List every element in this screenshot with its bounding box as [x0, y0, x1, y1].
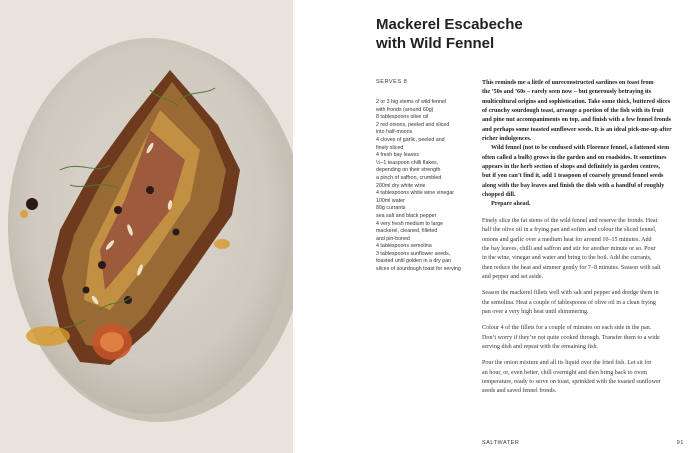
- intro-line: Prepare ahead.: [482, 201, 531, 208]
- method-line: Finely slice the fat stems of the wild fennel and reserve the fronds. Heat: [482, 217, 658, 224]
- ingredient-line: 3 tablespoons sunflower seeds,: [376, 250, 451, 257]
- method-line: serving dish and repeat with the remaining fish.: [482, 343, 599, 350]
- method-step: [482, 289, 684, 317]
- intro-paragraph: [482, 79, 684, 210]
- method-step: [482, 217, 684, 282]
- intro-line: This reminds me a little of unreconstructed sardines on toast from: [482, 80, 654, 86]
- intro-line: appears in the herb section of shops and definitely in garden centres,: [482, 164, 660, 171]
- ingredient-line: finely sliced: [376, 144, 404, 151]
- method-line: pan over a very high heat until shimmering.: [482, 308, 589, 315]
- ingredient-line: 4 cloves of garlic, peeled and: [376, 136, 445, 143]
- ingredient-line: 80g currants: [376, 205, 406, 212]
- method-step: [482, 324, 684, 352]
- intro-line: and pine nut accompaniments on top, and finish with a few fennel fronds: [482, 117, 671, 124]
- recipe-title: [376, 15, 676, 53]
- method-step: [482, 359, 684, 396]
- intro-line: richer indulgences.: [482, 136, 532, 143]
- ingredient-line: 8 tablespoons olive oil: [376, 114, 429, 121]
- food-photo: [0, 0, 293, 453]
- method-line: half the olive oil in a frying pan and soften and colour the sliced fennel,: [482, 227, 657, 234]
- ingredient-line: and pin-boned: [376, 235, 410, 242]
- intro-line: often called a bulb) grows in the garden and on roadsides. It sometimes: [482, 154, 667, 161]
- method-line: an hour, or, even better, chill overnight and then bring back to room: [482, 369, 647, 376]
- section-name: SALTWATER: [482, 440, 520, 446]
- ingredient-line: mackerel, cleaned, filleted: [376, 228, 438, 235]
- ingredient-line: slices of sourdough toast for serving: [376, 266, 461, 273]
- intro-line: chopped dill.: [482, 192, 516, 199]
- intro-line: multicultural origins and sophistication. Take some thick, buttered slices: [482, 98, 671, 105]
- method-line: in the wine, vinegar and water and bring to the boil. Add the currants,: [482, 255, 652, 262]
- method-line: Pour the onion mixture and all its liquid over the fried fish. Let sit for: [482, 360, 652, 367]
- ingredient-line: a pinch of saffron, crumbled: [376, 174, 442, 181]
- method-line: and pepper and set aside.: [482, 273, 544, 280]
- ingredient-line: toasted until golden in a dry pan: [376, 258, 452, 265]
- ingredients-list: [376, 99, 476, 274]
- ingredient-line: 4 tablespoons white wine vinegar: [376, 190, 455, 197]
- intro-line: the ’50s and ’60s – rarely seen now – but generously betraying its: [482, 89, 652, 96]
- page-number: 91: [676, 440, 684, 446]
- ingredient-line: 200ml dry white wine: [376, 182, 426, 189]
- recipe-title-line-2: with Wild Fennel: [376, 35, 495, 52]
- intro-line: of crunchy sourdough toast, arrange a portion of the fish with its fruit: [482, 108, 664, 115]
- recipe-title-line-1: Mackerel Escabeche: [376, 16, 523, 33]
- ingredient-line: with fronds (around 60g): [376, 106, 434, 113]
- page-footer: [482, 440, 684, 446]
- method-line: the semolina. Heat a couple of tablespoons of olive oil in a clean frying: [482, 299, 656, 306]
- ingredient-line: 2 or 3 big stems of wild fennel: [376, 99, 447, 105]
- method-line: onions and garlic over a medium heat for around 10–15 minutes. Add: [482, 236, 652, 243]
- ingredient-line: depending on their strength: [376, 167, 441, 174]
- ingredient-line: ½–1 teaspoon chilli flakes,: [376, 159, 439, 166]
- ingredient-line: 4 tablespoons semolina: [376, 243, 432, 250]
- intro-line: Wild fennel (not to be confused with Florence fennel, a fattened stem: [482, 145, 670, 152]
- method-line: Don’t worry if they’re not quite cooked through. Transfer them to a wide: [482, 334, 660, 341]
- intro-line: and perhaps some toasted sunflower seeds. It is an ideal pick-me-up after: [482, 126, 672, 133]
- method-line: then reduce the heat and simmer gently for 7–8 minutes. Season with salt: [482, 264, 661, 271]
- ingredient-line: 2 red onions, peeled and sliced: [376, 121, 450, 128]
- ingredient-line: into half-moons: [376, 129, 413, 136]
- method-line: temperature, ready to serve on toast, sprinkled with the toasted sunflower: [482, 378, 661, 385]
- serves-label: SERVES 8: [376, 79, 408, 85]
- method-line: the bay leaves, chilli and saffron and stir for another minute or so. Pour: [482, 245, 656, 252]
- ingredient-line: sea salt and black pepper: [376, 212, 437, 219]
- ingredient-line: 4 very fresh medium to large: [376, 220, 444, 227]
- ingredient-line: 100ml water: [376, 197, 405, 204]
- recipe-body: [482, 79, 684, 404]
- ingredient-line: 4 fresh bay leaves: [376, 152, 419, 159]
- intro-line: along with the bay leaves and finish the dish with a handful of roughly: [482, 182, 665, 189]
- intro-line: but if you can’t find it, add 1 teaspoon of coarsely ground fennel seeds: [482, 173, 664, 180]
- method-line: Colour 4 of the fillets for a couple of minutes on each side in the pan.: [482, 325, 652, 332]
- method-line: Season the mackerel fillets well with salt and pepper and dredge them in: [482, 290, 659, 297]
- method-line: seeds and saved fennel fronds.: [482, 388, 557, 395]
